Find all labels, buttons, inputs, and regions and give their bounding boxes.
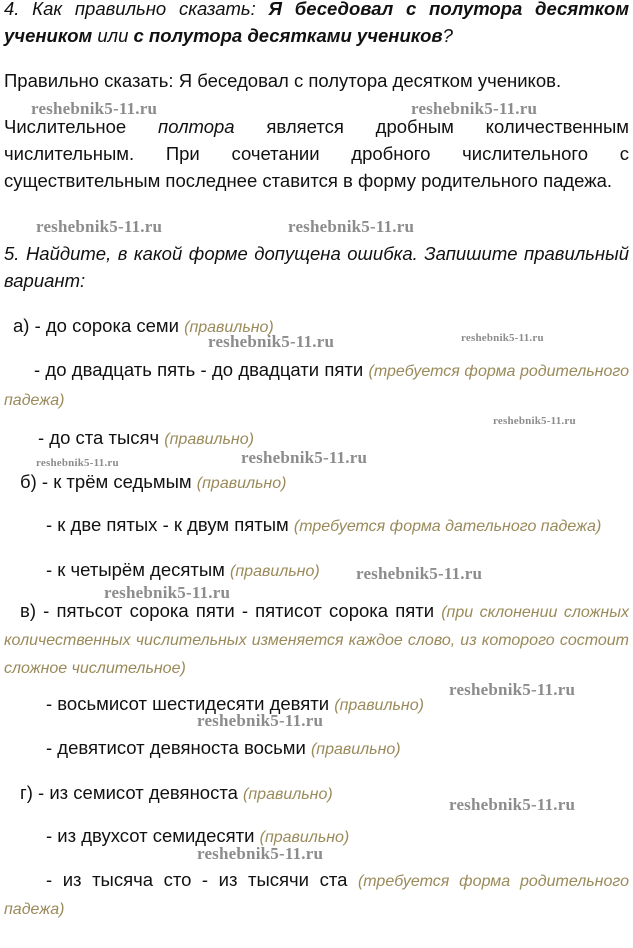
item-b1-note: (правильно) <box>196 475 287 492</box>
item-v3-note: (правильно) <box>310 741 401 758</box>
explanation-4 <box>4 113 629 194</box>
item-b1 <box>20 470 286 496</box>
question-4-option-1: Я беседовал с полутора десятком учеником <box>4 0 629 46</box>
question-5: 5. Найдите, в какой форме допущена ошибка. Запишите правильный вариант: <box>4 243 629 291</box>
watermark: reshebnik5-11.ru <box>449 680 576 699</box>
item-v1-note: (при склонении сложных количественных числительных изменяется каждое слово, из которого состоит сложное числительное) <box>4 604 629 677</box>
item-v2-text: - восьмисот шестидесяти девяти <box>46 693 330 714</box>
item-g1-text: г) - из семисот девяноста <box>20 782 238 803</box>
watermark: reshebnik5-11.ru <box>104 583 231 602</box>
item-g3-note: (требуется форма родительного падежа) <box>4 873 629 918</box>
item-g2-text: - из двухсот семидесяти <box>46 825 255 846</box>
item-b2-text: - к две пятых - к двум пятым <box>46 514 289 535</box>
watermark: reshebnik5-11.ru <box>197 711 324 730</box>
explanation-post: является дробным количественным числительным. При сочетании дробного числительного с существительным последнее ставится в форму родительного падежа. <box>4 116 629 191</box>
item-a2-note: (требуется форма родительного падежа) <box>4 363 629 409</box>
watermark: reshebnik5-11.ru <box>356 564 483 583</box>
item-b3 <box>46 558 320 584</box>
item-a1-text: а) - до сорока семи <box>13 315 179 336</box>
watermark: reshebnik5-11.ru <box>197 844 324 863</box>
item-b1-text: б) - к трём седьмым <box>20 471 192 492</box>
item-a1-note: (правильно) <box>184 319 274 336</box>
question-4-or: или <box>92 25 134 46</box>
item-g2-note: (правильно) <box>259 829 350 846</box>
watermark: reshebnik5-11.ru <box>208 332 335 351</box>
watermark: reshebnik5-11.ru <box>36 217 163 236</box>
item-a2-text: - до двадцать пять - до двадцати пяти <box>34 359 364 380</box>
watermark: reshebnik5-11.ru <box>36 457 119 469</box>
item-a3-text: - до ста тысяч <box>38 427 160 448</box>
question-4-option-2: с полутора десятками учеников <box>133 25 443 46</box>
item-b3-note: (правильно) <box>230 563 320 580</box>
item-a2 <box>4 356 629 414</box>
item-b3-text: - к четырём десятым <box>46 559 225 580</box>
question-4 <box>4 0 629 49</box>
item-g1-note: (правильно) <box>243 786 333 803</box>
item-v3-text: - девятисот девяноста восьми <box>46 737 306 758</box>
item-v3 <box>46 736 401 762</box>
item-b2 <box>46 513 601 539</box>
item-g3-text: - из тысяча сто - из тысячи ста <box>46 869 348 890</box>
watermark: reshebnik5-11.ru <box>461 332 544 344</box>
item-a3-note: (правильно) <box>164 431 254 448</box>
watermark: reshebnik5-11.ru <box>241 448 368 467</box>
item-b2-note: (требуется форма дательного падежа) <box>293 518 602 535</box>
item-a3 <box>38 426 254 452</box>
watermark: reshebnik5-11.ru <box>288 217 415 236</box>
item-g3 <box>4 867 629 923</box>
explanation-word: полтора <box>158 116 235 137</box>
item-v1 <box>4 598 629 682</box>
item-v2-note: (правильно) <box>334 697 424 714</box>
item-g1 <box>20 781 333 807</box>
watermark: reshebnik5-11.ru <box>411 99 538 118</box>
question-4-prefix: 4. Как правильно сказать: <box>4 0 269 19</box>
explanation-pre: Числительное <box>4 116 159 137</box>
watermark: reshebnik5-11.ru <box>449 795 576 814</box>
watermark: reshebnik5-11.ru <box>31 99 158 118</box>
question-4-end: ? <box>442 25 453 46</box>
answer-4: Правильно сказать: Я беседовал с полутора десятком учеников. <box>4 70 562 91</box>
item-v1-text: в) - пятьсот сорока пяти - пятисот сорока пяти <box>20 600 435 621</box>
watermark: reshebnik5-11.ru <box>493 415 576 427</box>
